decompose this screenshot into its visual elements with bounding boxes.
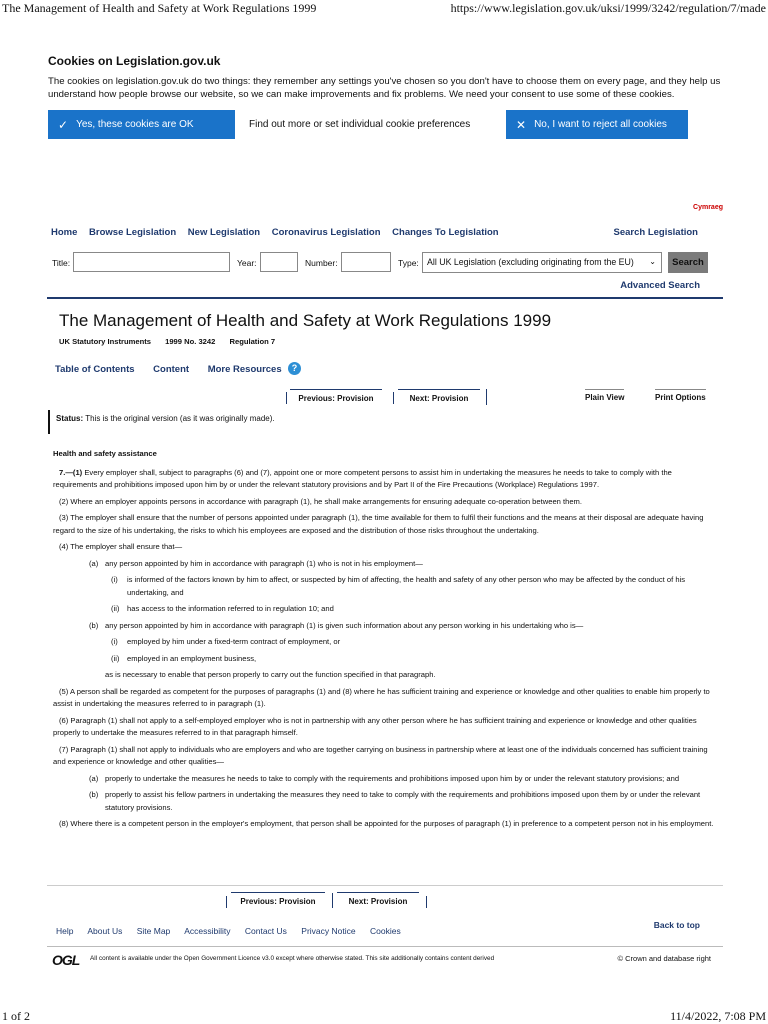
paragraph-7: (7) Paragraph (1) shall not apply to individuals who are employers and who are together carrying on business in partnership where at least one of the individuals concerned has sufficient training and experience or knowledge and other qualities— [53, 744, 708, 766]
close-icon: ✕ [516, 117, 527, 132]
print-options-button[interactable]: Print Options [655, 389, 706, 402]
print-page-number: 1 of 2 [2, 1009, 30, 1023]
paragraph-4a-i: (i) is informed of the factors known by him to affect, or suspected by him of affecting, the health and safety of any other person who may be affected by the conduct of his undertaking, and [111, 575, 686, 597]
type-label: Type: [398, 258, 419, 268]
paragraph-8: (8) Where there is a competent person in the employer's employment, that person shall be appointed for the purposes of paragraph (1) in preference to a competent person not in his employment. [59, 819, 714, 828]
status-text: This is the original version (as it was originally made). [85, 414, 275, 423]
paragraph-4a: (a) any person appointed by him in accordance with paragraph (1) who is not in his employment— [89, 558, 423, 568]
paragraph-4b-ii: (ii) employed in an employment business, [111, 653, 257, 663]
paragraph-2: (2) Where an employer appoints persons in accordance with paragraph (1), he shall make arrangements for ensuring adequate co-operation between them. [59, 496, 582, 506]
status-label: Status: [56, 414, 84, 423]
nav-changes[interactable]: Changes To Legislation [392, 227, 499, 238]
paragraph-4: (4) The employer shall ensure that— [59, 542, 183, 551]
nav-search-legislation[interactable]: Search Legislation [613, 227, 698, 238]
footer-divider [47, 946, 723, 947]
print-header [0, 0, 768, 18]
cookie-preferences-link[interactable]: Find out more or set individual cookie preferences [249, 119, 471, 130]
nav-new[interactable]: New Legislation [187, 227, 261, 238]
footer-privacy[interactable]: Privacy Notice [301, 926, 356, 936]
chevron-down-icon: ⌄ [649, 257, 656, 266]
check-icon: ✓ [58, 117, 69, 132]
content-divider [47, 885, 723, 886]
help-icon[interactable]: ? [288, 362, 301, 375]
page-title: The Management of Health and Safety at Work Regulations 1999 [59, 311, 552, 330]
tab-more-resources[interactable]: More Resources [207, 364, 282, 375]
title-input[interactable] [73, 252, 230, 272]
tab-content[interactable]: Content [153, 364, 190, 375]
title-label: Title: [52, 258, 71, 268]
plain-view-button[interactable]: Plain View [585, 389, 624, 402]
paragraph-4b-i: (i) employed by him under a fixed-term contract of employment, or [111, 637, 341, 646]
paragraph-7b: (b) properly to assist his fellow partners in undertaking the measures they need to take to comply with the requirements and prohibitions imposed upon them by or under the relevant statutory provisions. [89, 790, 701, 812]
licence-text: All content is available under the Open Government Licence v3.0 except where otherwise stated. This site additionally contains content derived [90, 955, 495, 962]
paragraph-3: (3) The employer shall ensure that the number of persons appointed under paragraph (1), the time available for them to fulfil their functions and the means at their disposal are adequate having regard to the size of his undertaking, the risks to which his employees are exposed and the distribution of those risks throughout the undertaking. [53, 513, 704, 535]
main-nav [51, 227, 508, 238]
section-heading: Health and safety assistance [53, 449, 157, 458]
footer-about[interactable]: About Us [87, 926, 123, 936]
paragraph-1 [53, 467, 716, 492]
footer-links [56, 926, 413, 936]
accept-cookies-button[interactable] [48, 110, 235, 139]
nav-separator [332, 893, 333, 908]
paragraph-4b: (b) any person appointed by him in accordance with paragraph (1) is given such information about any person working in his undertaking who is— [89, 620, 584, 630]
type-select-value: All UK Legislation (excluding originating from the EU) [427, 257, 634, 267]
nav-separator [226, 896, 227, 908]
meta-number: 1999 No. 3242 [165, 337, 216, 346]
status-line [56, 414, 275, 423]
reject-cookies-label: No, I want to reject all cookies [534, 119, 667, 130]
next-provision-button[interactable]: Next: Provision [398, 389, 480, 407]
paragraph-4-tail: as is necessary to enable that person properly to carry out the function specified in that paragraph. [105, 670, 436, 679]
accept-cookies-label: Yes, these cookies are OK [76, 119, 194, 130]
back-to-top-link[interactable]: Back to top [653, 920, 700, 930]
cookie-text: The cookies on legislation.gov.uk do two things: they remember any settings you've chosen so you don't have to choose them on every page, and they help us understand how people browse our website, so we can make improvements and fix problems. We need your consent to use some of these cookies. [48, 75, 721, 100]
nav-home[interactable]: Home [51, 227, 78, 238]
footer-contact[interactable]: Contact Us [244, 926, 287, 936]
paragraph-1-text: Every employer shall, subject to paragraphs (6) and (7), appoint one or more competent persons to assist him in undertaking the measures he needs to take to comply with the requirements and prohibitions imposed upon him by or under the relevant statutory provisions and by Part II of the Fire Precautions (Workplace) Regulations 1997. [53, 467, 672, 489]
paragraph-5: (5) A person shall be regarded as competent for the purposes of paragraphs (1) and (8) where he has sufficient training and experience or knowledge and other qualities to enable him properly to assist in undertaking the measures referred to in paragraph (1). [53, 686, 710, 708]
nav-coronavirus[interactable]: Coronavirus Legislation [271, 227, 381, 238]
year-label: Year: [237, 258, 257, 268]
cymraeg-link[interactable]: Cymraeg [693, 204, 723, 211]
nav-separator [426, 896, 427, 908]
paragraph-7a: (a) properly to undertake the measures he needs to take to comply with the requirements and prohibitions imposed upon him by or under the relevant statutory provisions; and [89, 773, 680, 783]
print-page-url: https://www.legislation.gov.uk/uksi/1999/3242/regulation/7/made [450, 1, 766, 15]
paragraph-6: (6) Paragraph (1) shall not apply to a self-employed employer who is not in partnership with any other person where he has sufficient training and experience or knowledge and other qualities properly to undertake the measures referred to in that paragraph himself. [53, 715, 697, 737]
meta-regulation: Regulation 7 [229, 337, 276, 346]
footer-help[interactable]: Help [56, 926, 74, 936]
nav-separator [286, 392, 287, 404]
footer-accessibility[interactable]: Accessibility [184, 926, 231, 936]
print-datetime: 11/4/2022, 7:08 PM [670, 1009, 766, 1023]
header-divider [47, 297, 723, 299]
previous-provision-bottom-button[interactable]: Previous: Provision [231, 892, 325, 910]
meta-type: UK Statutory Instruments [59, 337, 151, 346]
print-page-title: The Management of Health and Safety at Work Regulations 1999 [2, 1, 317, 15]
search-button[interactable]: Search [668, 252, 708, 273]
year-input[interactable] [260, 252, 298, 272]
reject-cookies-button[interactable] [506, 110, 688, 139]
previous-provision-button[interactable]: Previous: Provision [290, 389, 382, 407]
footer-cookies[interactable]: Cookies [369, 926, 401, 936]
paragraph-4a-ii: (ii) has access to the information referred to in regulation 10; and [111, 604, 334, 613]
tab-table-of-contents[interactable]: Table of Contents [55, 364, 135, 375]
nav-browse[interactable]: Browse Legislation [89, 227, 177, 238]
next-provision-bottom-button[interactable]: Next: Provision [337, 892, 419, 910]
document-tabs [55, 364, 298, 375]
ogl-logo: OGL [52, 952, 80, 968]
paragraph-1-number: 7.—(1) [59, 467, 83, 477]
number-input[interactable] [341, 252, 391, 272]
advanced-search-link[interactable]: Advanced Search [620, 280, 700, 291]
regulation-content [53, 448, 716, 835]
number-label: Number: [305, 258, 338, 268]
cookie-heading: Cookies on Legislation.gov.uk [48, 54, 221, 68]
type-select[interactable] [422, 252, 662, 273]
cookie-banner [48, 55, 728, 102]
status-marker [48, 410, 50, 434]
crown-copyright: © Crown and database right [617, 954, 711, 963]
footer-sitemap[interactable]: Site Map [136, 926, 171, 936]
document-meta [59, 337, 287, 346]
nav-separator [486, 389, 487, 405]
nav-separator [393, 392, 394, 404]
